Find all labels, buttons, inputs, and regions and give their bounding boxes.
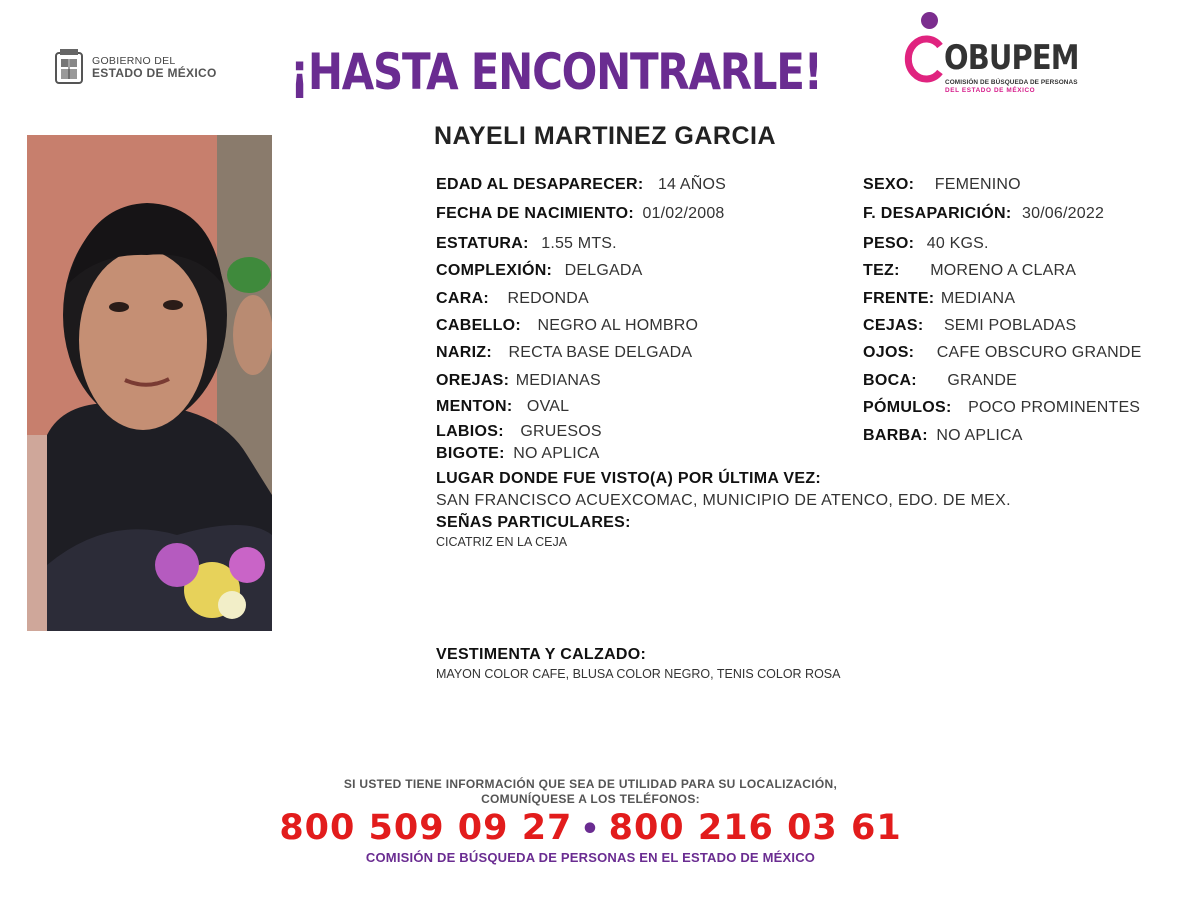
field-age: [436, 175, 726, 195]
field-build: [436, 261, 643, 281]
field-eyebrows: [863, 316, 1076, 336]
field-ears: [436, 371, 601, 391]
field-label: COMPLEXIÓN:: [436, 262, 553, 279]
field-value: POCO PROMINENTES: [968, 399, 1141, 416]
field-nose: [436, 343, 692, 363]
government-logo: [52, 47, 217, 87]
field-mustache: [436, 444, 600, 464]
field-value: NO APLICA: [513, 445, 600, 462]
field-label: BARBA:: [863, 427, 928, 444]
field-value: MEDIANA: [940, 290, 1016, 307]
clothing-text: MAYON COLOR CAFE, BLUSA COLOR NEGRO, TENIS COLOR ROSA: [436, 667, 841, 681]
field-label: FECHA DE NACIMIENTO:: [436, 205, 634, 222]
field-height: [436, 234, 617, 254]
phone-2: 800 216 03 61: [608, 808, 902, 848]
field-label: CARA:: [436, 290, 490, 307]
gov-logo-line2: ESTADO DE MÉXICO: [92, 66, 217, 80]
phone-numbers: [0, 808, 1181, 848]
field-label: MENTON:: [436, 398, 513, 415]
last-seen-text: SAN FRANCISCO ACUEXCOMAC, MUNICIPIO DE ATENCO, EDO. DE MEX.: [436, 492, 1011, 509]
field-value: MORENO A CLARA: [930, 262, 1077, 279]
field-label: OJOS:: [863, 344, 915, 361]
field-value: 01/02/2008: [642, 205, 725, 222]
field-label: NARIZ:: [436, 344, 493, 361]
field-label: TEZ:: [863, 262, 900, 279]
logo-dot-icon: [921, 12, 938, 29]
headline: ¡HASTA ENCONTRARLE!: [290, 43, 822, 101]
footer-info-line2: COMUNÍQUESE A LOS TELÉFONOS:: [481, 792, 700, 806]
field-value: FEMENINO: [934, 176, 1021, 193]
marks-title: SEÑAS PARTICULARES:: [436, 514, 631, 531]
field-label: FRENTE:: [863, 290, 935, 307]
coat-of-arms-icon: [52, 47, 86, 87]
field-label: CEJAS:: [863, 317, 924, 334]
field-label: ESTATURA:: [436, 235, 529, 252]
field-label: SEXO:: [863, 176, 915, 193]
logo-c-icon: [902, 34, 946, 84]
field-beard: [863, 426, 1023, 446]
field-value: DELGADA: [564, 262, 643, 279]
phone-1: 800 509 09 27: [279, 808, 573, 848]
field-value: OVAL: [526, 398, 570, 415]
field-label: EDAD AL DESAPARECER:: [436, 176, 644, 193]
field-disappearance-date: [863, 204, 1104, 224]
cobupem-name: OBUPEM: [944, 38, 1079, 78]
field-eyes: [863, 343, 1141, 363]
field-label: PESO:: [863, 235, 915, 252]
gov-logo-line1: GOBIERNO DEL: [92, 55, 176, 67]
cobupem-subtitle: COMISIÓN DE BÚSQUEDA DE PERSONAS: [945, 79, 1078, 86]
field-value: 40 KGS.: [926, 235, 989, 252]
field-value: NEGRO AL HOMBRO: [537, 317, 699, 334]
field-value: SEMI POBLADAS: [943, 317, 1077, 334]
field-label: LABIOS:: [436, 423, 504, 440]
field-hair: [436, 316, 698, 336]
clothing-title: VESTIMENTA Y CALZADO:: [436, 646, 647, 663]
field-value: GRUESOS: [520, 423, 602, 440]
field-weight: [863, 234, 989, 254]
last-seen-title: LUGAR DONDE FUE VISTO(A) POR ÚLTIMA VEZ:: [436, 470, 822, 487]
field-cheekbones: [863, 398, 1140, 418]
field-label: BOCA:: [863, 372, 917, 389]
field-value: 14 AÑOS: [657, 176, 727, 193]
field-value: RECTA BASE DELGADA: [508, 344, 693, 361]
field-value: MEDIANAS: [515, 372, 601, 389]
field-label: BIGOTE:: [436, 445, 505, 462]
field-complexion: [863, 261, 1076, 281]
footer-organization: COMISIÓN DE BÚSQUEDA DE PERSONAS EN EL ESTADO DE MÉXICO: [365, 850, 816, 865]
field-label: PÓMULOS:: [863, 399, 952, 416]
field-label: OREJAS:: [436, 372, 510, 389]
field-label: F. DESAPARICIÓN:: [863, 205, 1012, 222]
missing-person-photo: [27, 135, 272, 631]
separator-dot-icon: •: [580, 812, 601, 847]
field-mouth: [863, 371, 1017, 391]
field-chin: [436, 397, 569, 417]
field-sex: [863, 175, 1021, 195]
field-label: CABELLO:: [436, 317, 522, 334]
field-value: REDONDA: [507, 290, 589, 307]
field-value: GRANDE: [947, 372, 1018, 389]
footer-info-line1: SI USTED TIENE INFORMACIÓN QUE SEA DE UTILIDAD PARA SU LOCALIZACIÓN,: [343, 777, 838, 791]
field-value: NO APLICA: [936, 427, 1023, 444]
field-value: 1.55 MTS.: [541, 235, 617, 252]
field-face: [436, 289, 589, 309]
field-value: 30/06/2022: [1021, 205, 1105, 222]
field-birthdate: [436, 204, 725, 224]
field-forehead: [863, 289, 1015, 309]
cobupem-logo: [900, 12, 1100, 102]
cobupem-subtitle-2: DEL ESTADO DE MÉXICO: [945, 87, 1036, 94]
person-name: NAYELI MARTINEZ GARCIA: [434, 122, 777, 150]
marks-text: CICATRIZ EN LA CEJA: [436, 535, 568, 549]
field-value: CAFE OBSCURO GRANDE: [936, 344, 1142, 361]
field-lips: [436, 422, 602, 442]
